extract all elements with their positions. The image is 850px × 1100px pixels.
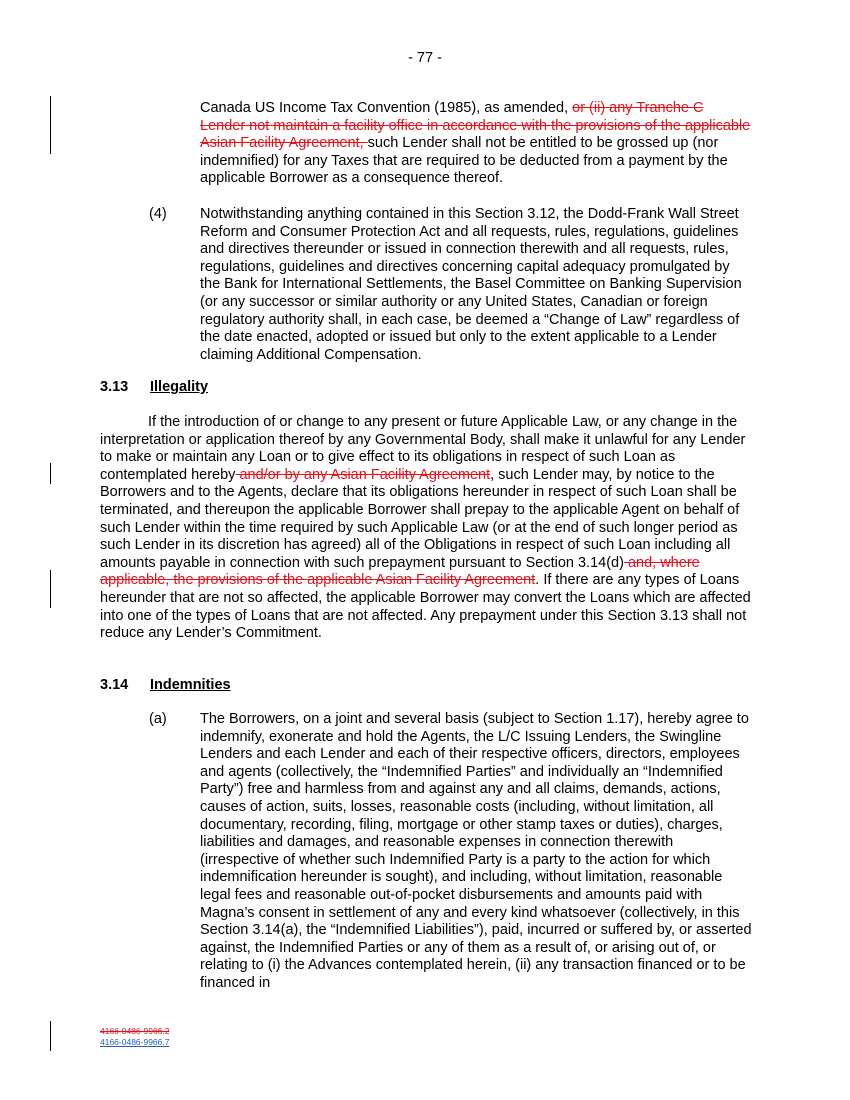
section-3-13-number: 3.13	[100, 379, 129, 395]
section-3-14-heading	[100, 677, 231, 695]
change-bar	[50, 570, 51, 608]
inserted-document-id: 4166-0486-9966.7	[100, 1037, 170, 1047]
illegality-text-3: . If there are any types of Loans hereunder that are not so affected, the applicable Borrower may convert the Loans which are affected into one of the types of Loans that are not affected. Any prepayment under this Section 3.13 shall not reduce any Lender’s Commitment.	[100, 572, 751, 642]
change-bar	[50, 463, 51, 484]
deleted-document-id: 4166-0486-9966.2	[100, 1026, 170, 1036]
intro-text-2: such Lender shall not be entitled to be grossed up (nor indemnified) for any Taxes that are required to be deducted from a payment by the applicable Borrower as a consequence thereof.	[200, 135, 728, 187]
section-3-13-heading	[100, 379, 209, 397]
clause-4-text: Notwithstanding anything contained in this Section 3.12, the Dodd-Frank Wall Street Reform and Consumer Protection Act and all requests, rules, regulations, guidelines and directives thereunder or issued in connection therewith and all requests, rules, regulations, guidelines and directives concerning capital adequacy promulgated by the Bank for International Settlements, the Basel Committee on Banking Supervision (or any successor or similar authority or any United States, Canadian or foreign regulatory authority shall, in each case, be deemed a “Change of Law” regardless of the date enacted, adopted or issued but only to the extent applicable to a Lender claiming Additional Compensation.	[200, 206, 742, 363]
section-3-14-title: Indemnities	[150, 677, 231, 693]
deleted-text: and, where applicable, the provisions of the applicable Asian Facility Agreement	[100, 554, 700, 589]
clause-a-label: (a)	[149, 711, 167, 727]
clause-a-text: The Borrowers, on a joint and several basis (subject to Section 1.17), hereby agree to indemnify, exonerate and hold the Agents, the L/C Issuing Lenders, the Swingline Lenders and each Lender and each of their respective officers, directors, employees and agents (collectively, the “Indemnified Parties” and individually an “Indemnified Party”) free and harmless from and against any and all claims, demands, actions, causes of action, suits, losses, reasonable costs (including, without limitation, all documentary, recording, filing, mortgage or other stamp taxes or duties), charges, liabilities and damages, and reasonable expenses in connection therewith (irrespective of whether such Indemnified Party is a party to the action for which indemnification hereunder is sought), and including, without limitation, reasonable legal fees and reasonable out-of-pocket disbursements and amounts paid with Magna’s consent in settlement of any and every kind whatsoever (collectively, in this Section 3.14(a), the “Indemnified Liabilities”), paid, incurred or suffered by, or asserted against, the Indemnified Parties or any of them as a result of, or arising out of, or relating to (i) the Advances contemplated herein, (ii) any transaction financed or to be financed in	[200, 711, 752, 991]
section-3-14-number: 3.14	[100, 677, 129, 693]
deleted-text: and/or by any Asian Facility Agreement	[235, 466, 491, 483]
intro-paragraph	[200, 100, 752, 188]
illegality-text-2: , such Lender may, by notice to the Borrowers and to the Agents, declare that its obligations hereunder in respect of such Loan shall be terminated, and thereupon the applicable Borrower shall prepay to the applicable Agent on behalf of such Lender within the time required by such Applicable Law (or at the end of such longer period as such Lender in its discretion has agreed) all of the Obligations in respect of such Loan including all amounts payable in connection with such prepayment pursuant to Section 3.14(d)	[100, 466, 740, 571]
section-3-13-title: Illegality	[150, 379, 209, 395]
page-number: - 77 -	[408, 50, 442, 66]
illegality-text-1: If the introduction of or change to any present or future Applicable Law, or any change in the interpretation or application thereof by any Governmental Body, shall make it unlawful for any Lender to make or maintain any Loan or to give effect to its obligations in respect of such Loan as contemplated hereby	[100, 414, 746, 483]
section-3-13-body	[100, 414, 752, 643]
change-bar	[50, 1021, 51, 1051]
clause-4-label: (4)	[149, 206, 167, 222]
intro-text-1: Canada US Income Tax Convention (1985), as amended,	[200, 100, 573, 116]
document-id-footer	[100, 1026, 169, 1048]
deleted-text: or (ii) any Tranche C Lender not maintain a facility office in accordance with the provisions of the applicable Asian Facility Agreement,	[200, 100, 751, 152]
change-bar	[50, 96, 51, 154]
